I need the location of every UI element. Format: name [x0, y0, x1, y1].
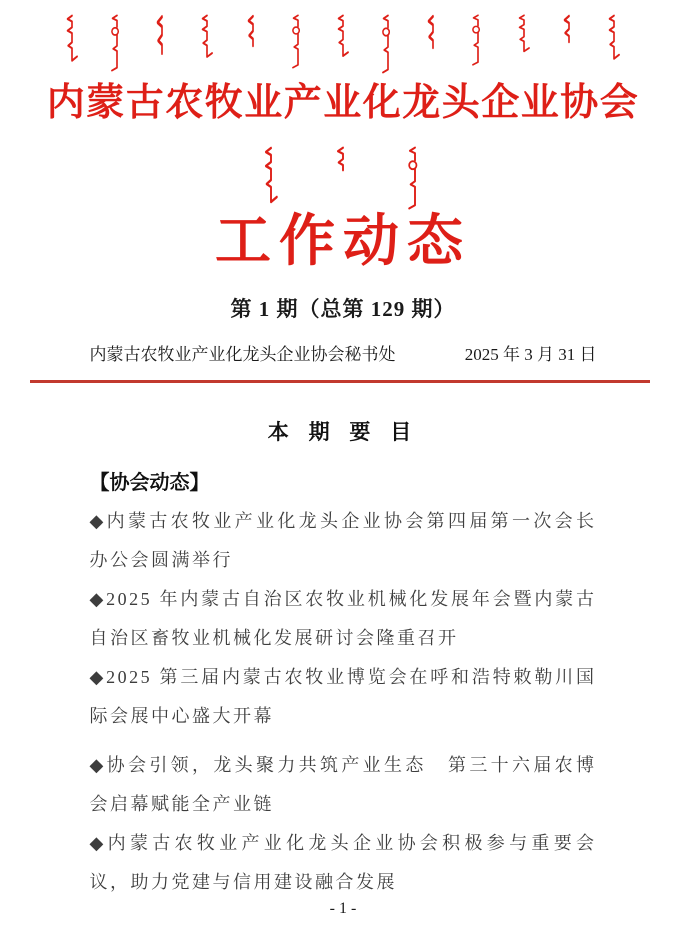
- mongolian-word-icon: [155, 14, 169, 56]
- mongolian-word-icon: [200, 14, 214, 60]
- page-number: - 1 -: [329, 900, 357, 917]
- mongolian-word-icon: [246, 14, 260, 48]
- mongolian-word-icon: [65, 14, 79, 64]
- mongolian-word-icon: [291, 14, 305, 69]
- mongolian-word-icon: [407, 146, 423, 210]
- toc-item: ◆内蒙古农牧业产业化龙头企业协会第四届第一次会长办公会圆满举行: [89, 511, 597, 571]
- mongolian-script-row-middle: [0, 146, 686, 210]
- org-name-title: 内蒙古农牧业产业化龙头企业协会: [46, 82, 640, 124]
- toc-item: ◆2025 第三届内蒙古农牧业博览会在呼和浩特敕勒川国际会展中心盛大开幕: [89, 667, 597, 727]
- mongolian-word-icon: [263, 146, 279, 206]
- toc-item: ◆2025 年内蒙古自治区农牧业机械化发展年会暨内蒙古自治区畜牧业机械化发展研讨会隆重召开: [89, 589, 597, 649]
- mongolian-word-icon: [110, 14, 124, 72]
- publisher-row: [90, 340, 597, 365]
- masthead-divider-rule: [30, 380, 650, 383]
- publisher-name: 内蒙古农牧业产业化龙头企业协会秘书处: [89, 345, 396, 365]
- toc-list: [90, 502, 597, 902]
- toc-heading: 本 期 要 目: [267, 421, 419, 445]
- issue-date: 2025 年 3 月 31 日: [464, 345, 597, 365]
- mongolian-script-row-top: [65, 14, 621, 74]
- bulletin-title: 工作动态: [215, 210, 471, 273]
- mongolian-word-icon: [471, 14, 485, 66]
- toc-item: ◆协会引领，龙头聚力共筑产业生态 第三十六届农博会启幕赋能全产业链: [89, 755, 597, 815]
- issue-number-line: 第 1 期（总第 129 期）: [230, 297, 456, 322]
- mongolian-word-icon: [336, 14, 350, 59]
- mongolian-word-icon: [335, 146, 351, 172]
- mongolian-word-icon: [607, 14, 621, 62]
- mongolian-word-icon: [517, 14, 531, 54]
- mongolian-word-icon: [562, 14, 576, 44]
- toc-item: ◆内蒙古农牧业产业化龙头企业协会积极参与重要会议，助力党建与信用建设融合发展: [89, 833, 597, 893]
- mongolian-word-icon: [381, 14, 395, 74]
- toc-section-label: 【协会动态】: [89, 472, 210, 495]
- mongolian-word-icon: [426, 14, 440, 50]
